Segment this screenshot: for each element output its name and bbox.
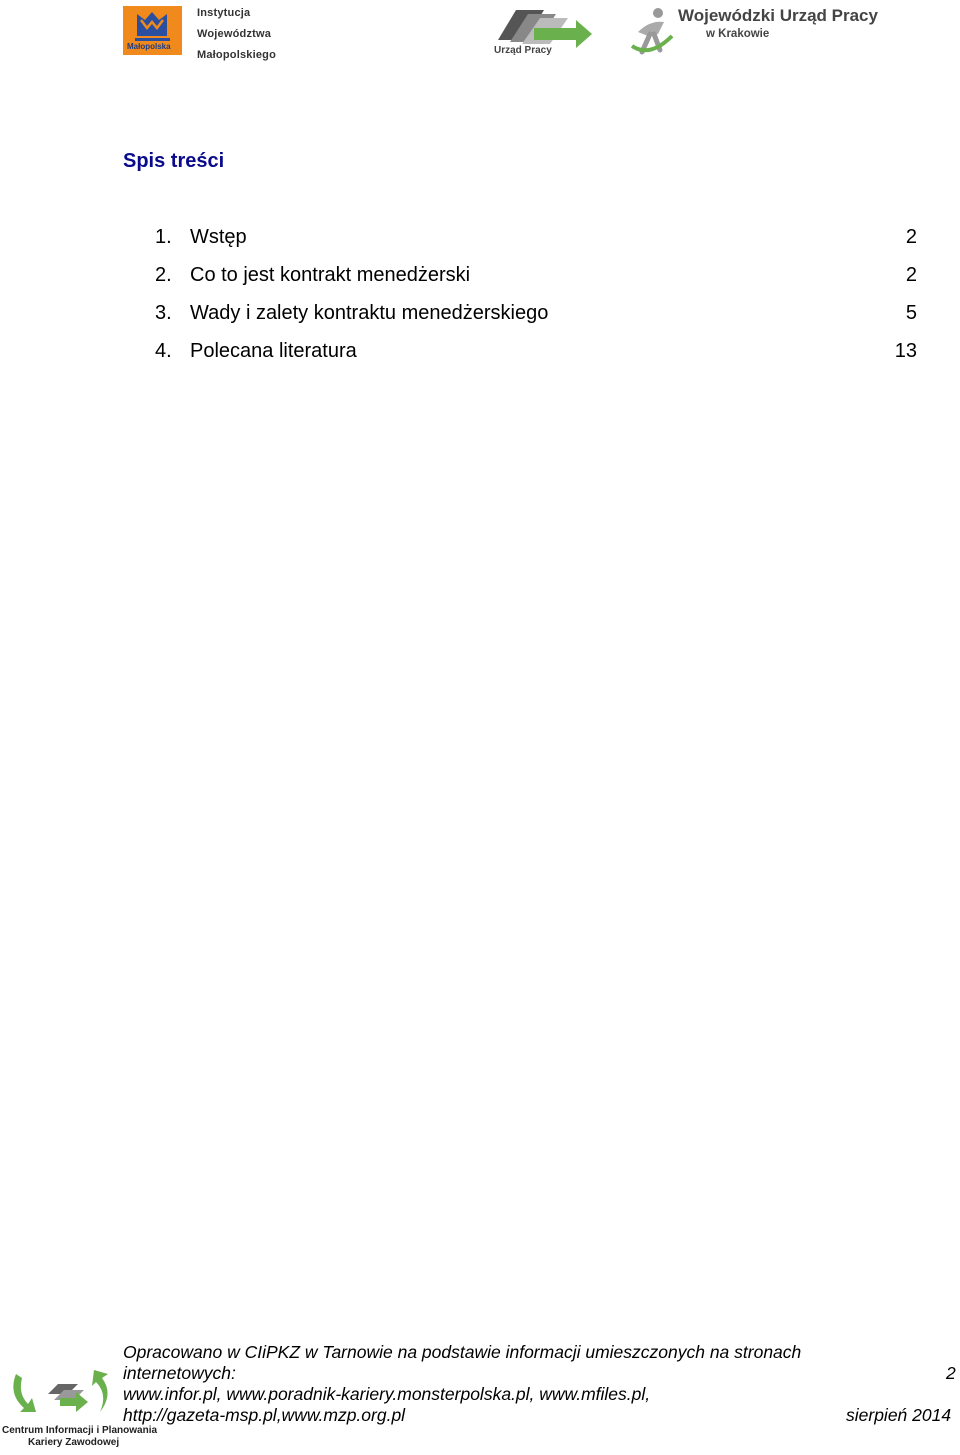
toc-item[interactable] [123, 302, 920, 340]
toc-item-label: Wstęp [190, 226, 247, 248]
wup-figure-icon [630, 6, 674, 56]
institution-line: Małopolskiego [197, 49, 276, 61]
toc-item-number: 3. [155, 302, 172, 324]
footer-sources [123, 1342, 801, 1426]
footer-line: internetowych: [123, 1363, 236, 1383]
page-number: 2 [946, 1363, 956, 1383]
toc-item-label: Polecana literatura [190, 340, 357, 362]
institution-line: Województwa [197, 28, 272, 40]
ciipkz-logo-text [2, 1425, 157, 1449]
toc-item[interactable] [123, 226, 920, 264]
toc-item[interactable] [123, 264, 920, 302]
wup-subtitle: w Krakowie [706, 28, 770, 40]
malopolska-logo [123, 6, 182, 55]
footer-line: www.infor.pl, www.poradnik-kariery.monsterpolska.pl, www.mfiles.pl, [123, 1384, 651, 1404]
toc-item[interactable] [123, 340, 920, 378]
malopolska-badge-text: Małopolska [127, 42, 171, 51]
ciipkz-logo-icon [2, 1368, 128, 1423]
footer-date: sierpień 2014 [846, 1405, 952, 1425]
toc-list [123, 226, 920, 378]
toc-item-page: 2 [905, 226, 917, 248]
toc-item-number: 1. [155, 226, 172, 248]
footer-line: http://gazeta-msp.pl,www.mzp.org.pl [123, 1405, 406, 1425]
toc-item-page: 5 [905, 302, 917, 324]
toc-item-page: 13 [894, 340, 917, 362]
toc-title: Spis treści [123, 150, 225, 172]
urzad-pracy-label: Urząd Pracy [494, 45, 552, 56]
toc-item-number: 2. [155, 264, 172, 286]
toc-item-label: Wady i zalety kontraktu menedżerskiego [190, 302, 549, 324]
ciipkz-logo-line: Kariery Zawodowej [28, 1437, 120, 1448]
ciipkz-logo-line: Centrum Informacji i Planowania [2, 1425, 158, 1436]
footer-line: Opracowano w CIiPKZ w Tarnowie na podstawie informacji umieszczonych na stronach [123, 1342, 802, 1362]
wup-title: Wojewódzki Urząd Pracy [678, 6, 878, 25]
toc-item-page: 2 [905, 264, 917, 286]
toc-item-number: 4. [155, 340, 172, 362]
institution-line: Instytucja [197, 7, 251, 19]
toc-item-label: Co to jest kontrakt menedżerski [190, 264, 471, 286]
institution-name [197, 3, 276, 66]
